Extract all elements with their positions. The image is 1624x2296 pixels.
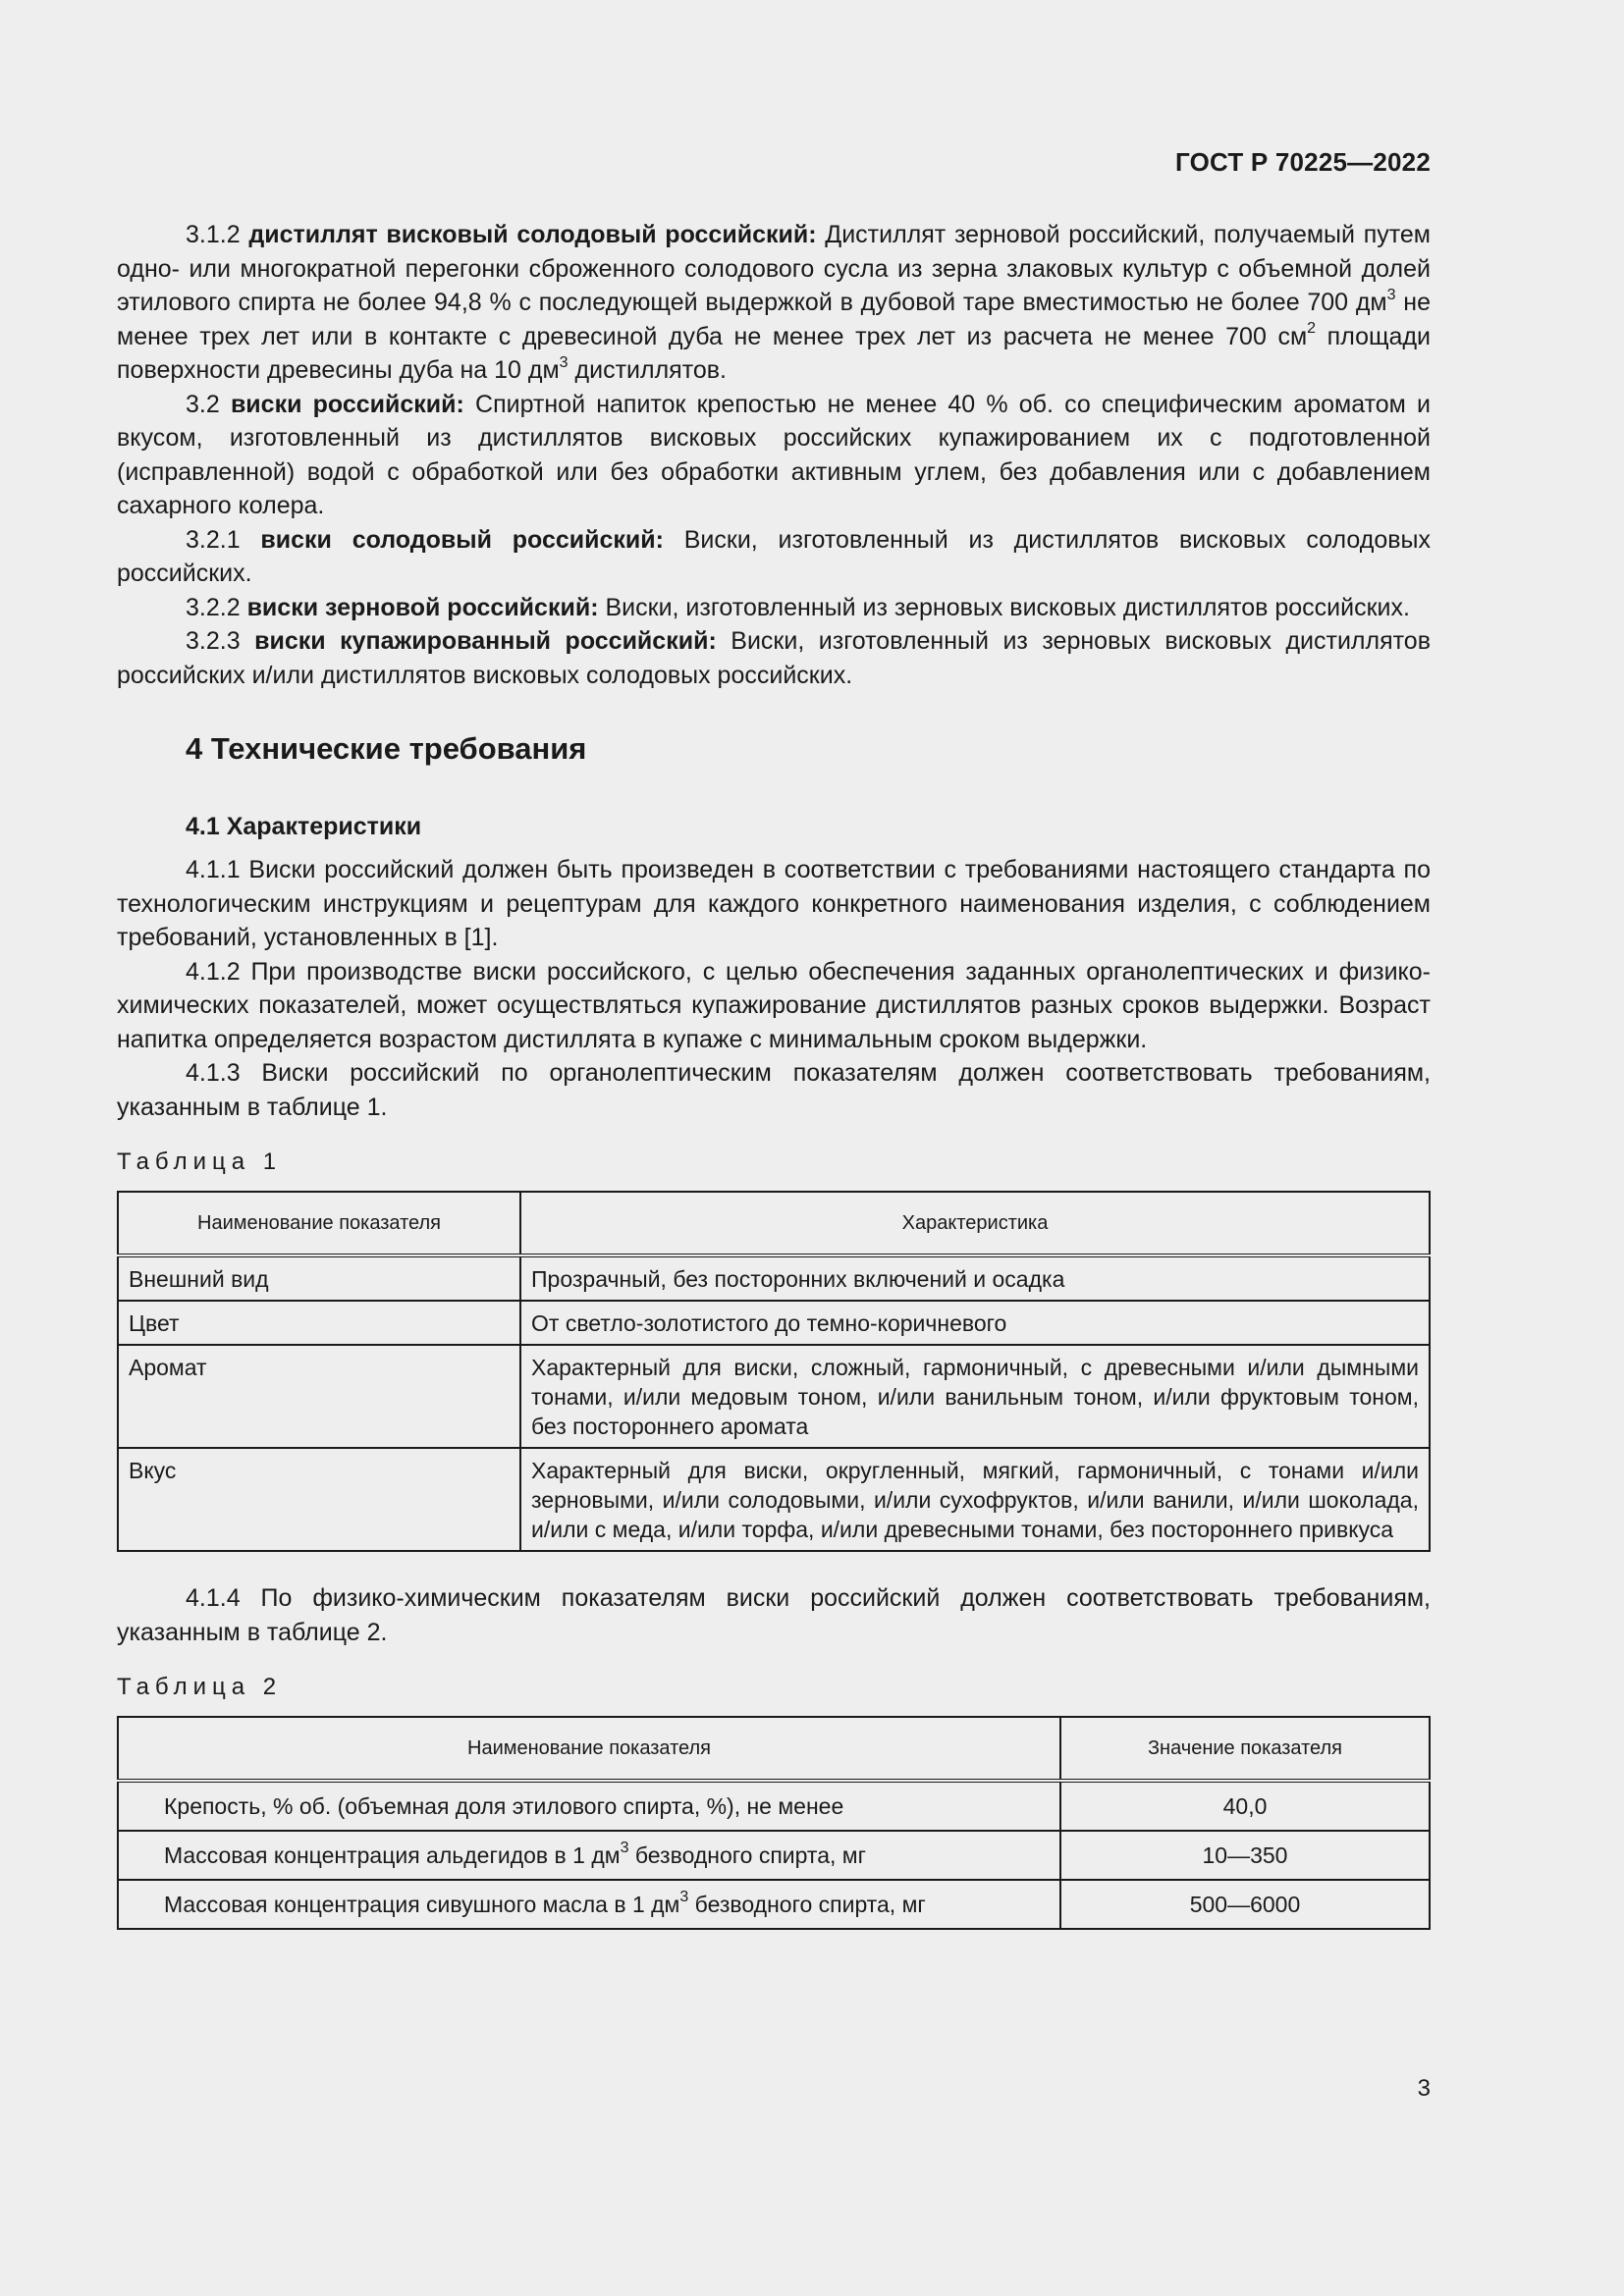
superscript: 2 — [1307, 320, 1317, 338]
clause-text: площади поверхности древесины дуба на 10 дм — [117, 322, 1432, 384]
table-cell: 10—350 — [1060, 1831, 1430, 1880]
table-cell — [118, 1880, 1060, 1929]
table-cell: Характерный для виски, сложный, гармоничный, с древесными и/или дымными тонами, и/или медовым тоном, и/или ванильным тоном, и/или фруктовым тоном, без постороннего аромата — [520, 1345, 1430, 1448]
table-row — [118, 1301, 1430, 1345]
page-number: 3 — [1417, 2075, 1431, 2102]
table-cell: От светло-золотистого до темно-коричневого — [520, 1301, 1430, 1345]
superscript: 3 — [620, 1840, 629, 1857]
table-cell — [118, 1781, 1060, 1831]
clause-text: Дистиллят зерновой российский, получаемый путем одно- или многократной перегонки сброженного солодового сусла из зерна злаковых культур с объемной долей этилового спирта не более 94,8 % с последующей выдержкой в дубовой таре вместимостью не более 700 дм — [117, 221, 1431, 316]
clause-text: дистиллятов. — [568, 356, 728, 384]
indicator-name: Крепость, % об. (объемная доля этилового спирта, %), не менее — [164, 1793, 844, 1819]
clause-4-1-2: 4.1.2 При производстве виски российского, с целью обеспечения заданных органолептических и физико-химических показателей, может осуществляться купажирование дистиллятов разных сроков выдержки. Возраст напитка определяется возрастом дистиллята в купаже с минимальным сроком выдержки. — [117, 957, 1431, 1053]
clause-3-2 — [117, 388, 1431, 523]
term: виски зерновой российский: — [246, 593, 599, 621]
clause-3-2-2 — [117, 591, 1431, 625]
table-cell: Внешний вид — [118, 1255, 520, 1301]
indicator-name: Массовая концентрация сивушного масла в 1 дм — [164, 1892, 680, 1917]
table-row — [118, 1345, 1430, 1448]
term: виски солодовый российский: — [260, 525, 664, 554]
table-row — [118, 1448, 1430, 1551]
table-header-row — [118, 1717, 1430, 1781]
table-cell: 40,0 — [1060, 1781, 1430, 1831]
table-2-caption: Таблица 2 — [117, 1674, 283, 1700]
clause-3-2-3 — [117, 624, 1431, 692]
column-header: Характеристика — [520, 1192, 1430, 1255]
clause-text: Спиртной напиток крепостью не менее 40 % об. со специфическим ароматом и вкусом, изготовленный из дистиллятов висковых российских купажированием их с подготовленной (исправленной) водой с обработкой или без обработки активным углем, без добавления или с добавлением сахарного колера. — [117, 390, 1431, 519]
indicator-name: безводного спирта, мг — [688, 1892, 926, 1917]
clause-3-1-2 — [117, 218, 1431, 388]
section-heading-4: 4 Технические требования — [186, 731, 587, 766]
clause-text: Виски, изготовленный из зерновых висковых дистиллятов российских. — [598, 593, 1410, 621]
column-header: Наименование показателя — [118, 1717, 1060, 1781]
term: дистиллят висковый солодовый российский: — [248, 221, 817, 248]
table-header-row — [118, 1192, 1430, 1255]
table-1 — [117, 1191, 1431, 1552]
document-header: ГОСТ Р 70225—2022 — [1175, 147, 1431, 177]
superscript: 3 — [559, 353, 568, 371]
clause-text: Виски, изготовленный из дистиллятов висковых солодовых российских. — [117, 525, 1431, 587]
table-1-caption: Таблица 1 — [117, 1148, 283, 1175]
superscript: 3 — [1386, 286, 1396, 303]
page-content — [117, 218, 1431, 1930]
table-cell: Аромат — [118, 1345, 520, 1448]
clause-number: 3.1.2 — [186, 221, 241, 248]
clause-number: 3.2 — [186, 390, 220, 418]
column-header: Наименование показателя — [118, 1192, 520, 1255]
column-header: Значение показателя — [1060, 1717, 1430, 1781]
table-row — [118, 1831, 1430, 1880]
clause-text: Виски, изготовленный из зерновых висковых дистиллятов российских и/или дистиллятов висковых солодовых российских. — [117, 627, 1431, 689]
table-row — [118, 1255, 1430, 1301]
subsection-heading-4-1: 4.1 Характеристики — [186, 813, 422, 840]
table-cell: Прозрачный, без посторонних включений и осадка — [520, 1255, 1430, 1301]
table-cell: 500—6000 — [1060, 1880, 1430, 1929]
clause-number: 3.2.2 — [186, 593, 241, 621]
clause-3-2-1 — [117, 523, 1431, 591]
clause-text: не менее трех лет или в контакте с древесиной дуба не менее трех лет из расчета не менее 700 см — [117, 289, 1432, 350]
term: виски купажированный российский: — [254, 627, 717, 655]
table-cell: Вкус — [118, 1448, 520, 1551]
table-2 — [117, 1716, 1431, 1930]
clause-4-1-1: 4.1.1 Виски российский должен быть произведен в соответствии с требованиями настоящего стандарта по технологическим инструкциям и рецептурам для каждого конкретного наименования изделия, с соблюдением требований, установленных в [1]. — [117, 856, 1431, 951]
clause-4-1-4: 4.1.4 По физико-химическим показателям виски российский должен соответствовать требованиям, указанным в таблице 2. — [117, 1584, 1431, 1646]
table-row — [118, 1880, 1430, 1929]
clause-4-1-3: 4.1.3 Виски российский по органолептическим показателям должен соответствовать требованиям, указанным в таблице 1. — [117, 1059, 1431, 1121]
indicator-name: безводного спирта, мг — [628, 1842, 866, 1868]
clause-number: 3.2.1 — [186, 525, 241, 554]
clause-number: 3.2.3 — [186, 627, 241, 655]
table-cell — [118, 1831, 1060, 1880]
table-cell: Характерный для виски, округленный, мягкий, гармоничный, с тонами и/или зерновыми, и/или солодовыми, и/или сухофруктов, и/или ванили, и/или шоколада, и/или с меда, и/или торфа, и/или древесными тонами, без постороннего привкуса — [520, 1448, 1430, 1551]
indicator-name: Массовая концентрация альдегидов в 1 дм — [164, 1842, 621, 1868]
table-cell: Цвет — [118, 1301, 520, 1345]
table-row — [118, 1781, 1430, 1831]
superscript: 3 — [679, 1889, 689, 1906]
term: виски российский: — [230, 390, 464, 418]
